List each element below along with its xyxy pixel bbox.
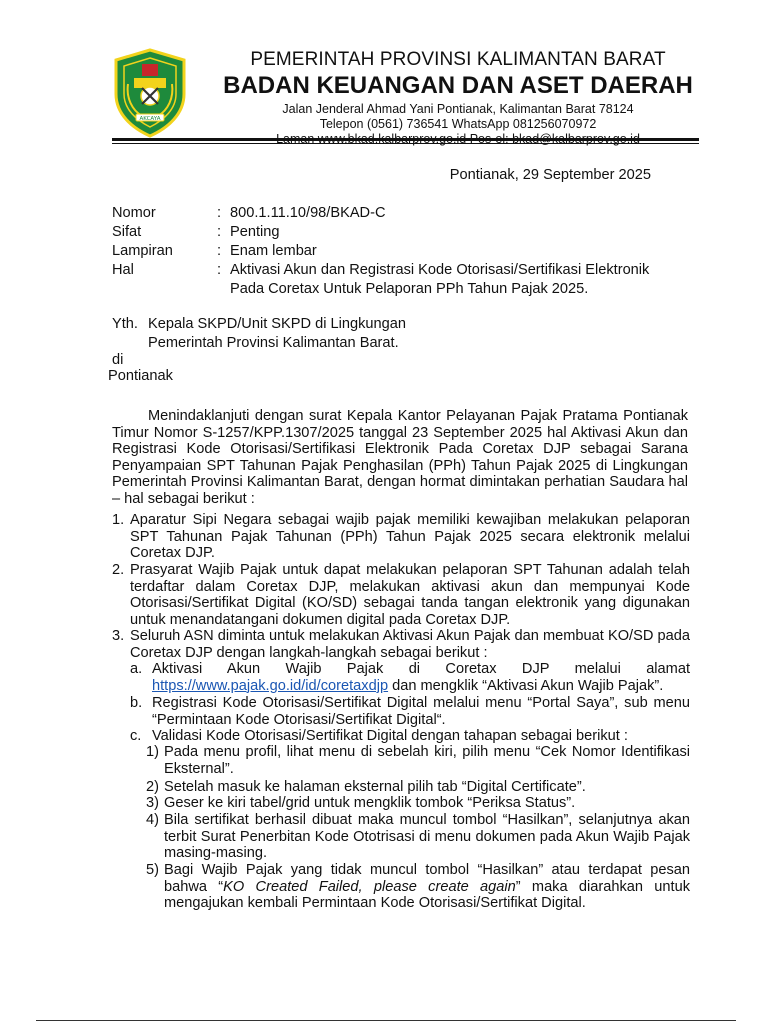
step-3-number: 3) [146,795,159,811]
province-coat-of-arms-logo [112,48,188,138]
step-5-error-message: KO Created Failed, please create again [223,878,516,895]
recipient-city: Pontianak [108,368,173,384]
sub-b-text: Registrasi Kode Otorisasi/Sertifikat Digital melalui menu “Portal Saya”, sub menu “Permintaan Kode Otorisasi/Sertifikat Digital“. [152,695,690,728]
letterhead [220,48,696,147]
lampiran-value: Enam lembar [230,243,317,259]
nomor-label: Nomor [112,205,156,221]
item-1-number: 1. [112,512,125,528]
step-2-text: Setelah masuk ke halaman eksternal pilih tab “Digital Certificate”. [164,779,586,795]
sifat-value: Penting [230,224,280,240]
recipient-di: di [112,352,124,368]
sub-a-number: a. [130,661,143,677]
sub-c-number: c. [130,728,142,744]
step-5-number: 5) [146,862,159,878]
recipient-salutation: Yth. [112,316,138,332]
nomor-colon: : [217,205,222,221]
recipient-line1: Kepala SKPD/Unit SKPD di Lingkungan [148,316,406,332]
hal-value-line2: Pada Coretax Untuk Pelaporan PPh Tahun Pajak 2025. [230,281,589,297]
hal-colon: : [217,262,222,278]
recipient-line2: Pemerintah Provinsi Kalimantan Barat. [148,335,399,351]
step-5-after: ” maka diarahkan untuk mengajukan kembali Permintaan Kode Otorisasi/Sertifikat Digital. [164,878,690,912]
page-bottom-rule [36,1020,736,1021]
sub-c-text: Validasi Kode Otorisasi/Sertifikat Digital dengan tahapan sebagai berikut : [152,728,628,744]
letterhead-rule-thin [112,143,699,144]
hal-value-line1: Aktivasi Akun dan Registrasi Kode Otorisasi/Sertifikasi Elektronik [230,262,650,278]
sub-a-text [152,661,690,694]
item-3-number: 3. [112,628,125,644]
letterhead-phone: Telepon (0561) 736541 WhatsApp 081256070972 [319,117,597,131]
sub-a-after: dan mengklik “Aktivasi Akun Wajib Pajak”. [392,677,664,694]
item-3-text: Seluruh ASN diminta untuk melakukan Aktivasi Akun Pajak dan membuat KO/SD pada Coretax DJP dengan langkah-langkah sebagai berikut : [130,628,690,661]
step-5-before: Bagi Wajib Pajak yang tidak muncul tombol “Hasilkan” atau terdapat pesan bahwa “ [164,862,690,895]
lampiran-label: Lampiran [112,243,173,259]
step-4-number: 4) [146,812,159,828]
letterhead-address: Jalan Jenderal Ahmad Yani Pontianak, Kalimantan Barat 78124 [282,102,634,116]
logo-motto: AKCAYA [139,115,161,122]
step-5-text [164,862,690,912]
sifat-label: Sifat [112,224,142,240]
lampiran-colon: : [217,243,222,259]
item-1-text: Aparatur Sipi Negara sebagai wajib pajak memiliki kewajiban melakukan pelaporan SPT Tahunan Pajak Tahunan (PPh) Tahun Pajak 2025 secara elektronik melalui Coretax DJP. [130,512,690,562]
step-2-number: 2) [146,779,159,795]
intro-paragraph: Menindaklanjuti dengan surat Kepala Kantor Pelayanan Pajak Pratama Pontianak Timur Nomor S-1257/KPP.1307/2025 tanggal 23 September 2025 hal Aktivasi Akun dan Registrasi Kode Otorisasi/Sertifikasi Elektronik Pada Coretax DJP sebagai Sarana Penyampaian SPT Tahunan Pajak Penghasilan (PPh) Tahun Pajak 2025 di Lingkungan Pemerintah Provinsi Kalimantan Barat, dengan hormat dimintakan perhatian Saudara hal – hal sebagai berikut : [112,408,688,507]
item-2-text: Prasyarat Wajib Pajak untuk dapat melakukan pelaporan SPT Tahunan adalah telah terdaftar dalam Coretax DJP, melakukan aktivasi akun dan mempunyai Kode Otorisasi/Sertifikat Digital (KO/SD) sebagai tanda tangan elektronik yang digunakan untuk menandatangani dokumen digital pada Coretax DJP. [130,562,690,628]
item-2-number: 2. [112,562,125,578]
coretax-link[interactable]: https://www.pajak.go.id/id/coretaxdjp [152,677,389,694]
letterhead-rule-thick [112,138,699,141]
step-1-text: Pada menu profil, lihat menu di sebelah kiri, pilih menu “Cek Nomor Identifikasi Eksternal”. [164,744,690,777]
nomor-value: 800.1.11.10/98/BKAD-C [230,205,386,221]
sub-a-before: Aktivasi Akun Wajib Pajak di Coretax DJP melalui alamat [152,661,690,677]
letterhead-agency: BADAN KEUANGAN DAN ASET DAERAH [223,72,693,99]
step-4-text: Bila sertifikat berhasil dibuat maka muncul tombol “Hasilkan”, selanjutnya akan terbit Surat Penerbitan Kode Ototrisasi di menu dokumen pada Akun Wajib Pajak masing-masing. [164,812,690,862]
sifat-colon: : [217,224,222,240]
sub-b-number: b. [130,695,143,711]
letterhead-government: PEMERINTAH PROVINSI KALIMANTAN BARAT [250,49,666,70]
step-3-text: Geser ke kiri tabel/grid untuk mengklik tombok “Periksa Status”. [164,795,576,811]
step-1-number: 1) [146,744,159,760]
hal-label: Hal [112,262,134,278]
letter-date: Pontianak, 29 September 2025 [449,167,651,183]
